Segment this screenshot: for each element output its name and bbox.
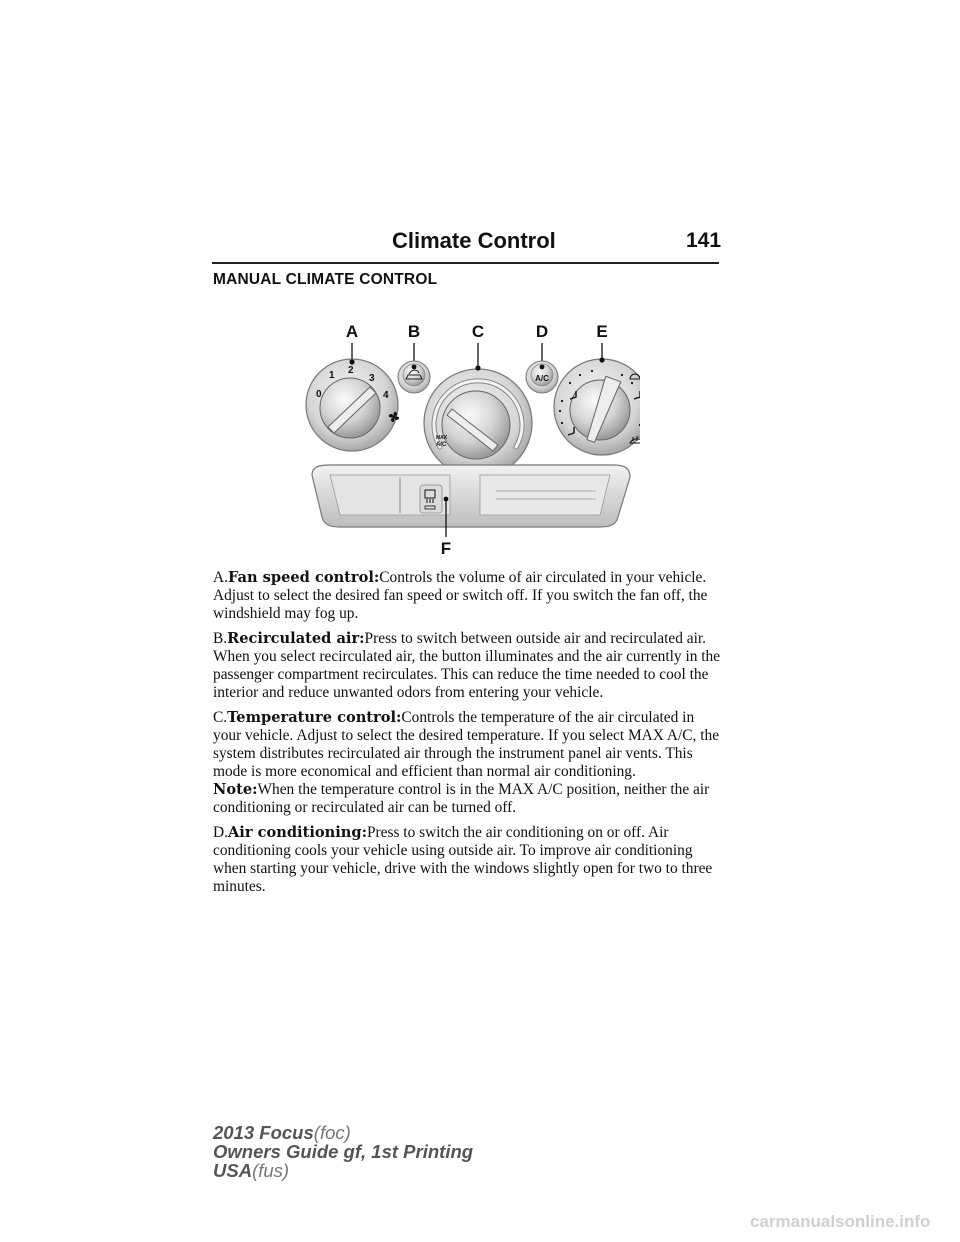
page-number: 141 (686, 229, 722, 252)
climate-control-illustration (300, 315, 640, 555)
recirculation-button[interactable] (398, 361, 430, 393)
callout-a: A (345, 322, 359, 341)
ac-button[interactable] (526, 361, 558, 393)
callout-f: F (440, 539, 452, 555)
watermark: carmanualsonline.info (750, 1212, 931, 1231)
callout-b: B (407, 322, 421, 341)
fan-tick-2: 2 (348, 365, 354, 376)
note: Note:When the temperature control is in the MAX A/C position, neither the air conditioning or recirculated air can be turned off. (213, 781, 710, 816)
item-d: D.Air conditioning:Press to switch the air conditioning on or off. Air conditioning cools your vehicle using outside air. To improve air conditioning when starting your vehicle, drive with the windows slightly open for two to three minutes. (213, 824, 713, 895)
body-text (213, 569, 723, 903)
footer (213, 1123, 473, 1180)
fan-tick-4: 4 (383, 390, 389, 401)
temp-label-max: MAX (436, 435, 448, 441)
temp-label-ac: A/C (436, 442, 447, 448)
fan-speed-knob[interactable] (306, 359, 399, 451)
chapter-title: Climate Control (392, 228, 556, 253)
callout-c: C (471, 322, 485, 341)
callout-e: E (596, 322, 608, 341)
temperature-knob[interactable] (424, 365, 532, 477)
item-b: B.Recirculated air:Press to switch between outside air and recirculated air. When you select recirculated air, the button illuminates and the air currently in the passenger compartment recirculates. This can reduce the time needed to cool the interior and reduce unwanted odors from entering your vehicle. (213, 630, 721, 701)
item-c: C.Temperature control:Controls the temperature of the air circulated in your vehicle. Adjust to select the desired temperature. If you select MAX A/C, the system distributes recirculated air through the instrument panel air vents. This mode is more economical and efficient than normal air conditioning. (213, 709, 720, 780)
fan-tick-3: 3 (369, 373, 375, 384)
ac-button-label: A/C (535, 374, 549, 383)
header-rule (212, 262, 719, 264)
item-a: A.Fan speed control:Controls the volume of air circulated in your vehicle. Adjust to select the desired fan speed or switch off. If you switch the fan off, the windshield may fog up. (213, 569, 708, 622)
air-distribution-knob[interactable] (554, 357, 640, 455)
fan-tick-1: 1 (329, 370, 335, 381)
callout-d: D (535, 322, 549, 341)
footer-line-1: 2013 Focus(foc) (213, 1122, 351, 1143)
lower-vent-bar (312, 465, 630, 527)
fan-tick-0: 0 (316, 389, 322, 400)
footer-line-2: Owners Guide gf, 1st Printing (213, 1141, 474, 1162)
section-title: MANUAL CLIMATE CONTROL (213, 271, 438, 288)
footer-line-3: USA(fus) (213, 1160, 290, 1181)
